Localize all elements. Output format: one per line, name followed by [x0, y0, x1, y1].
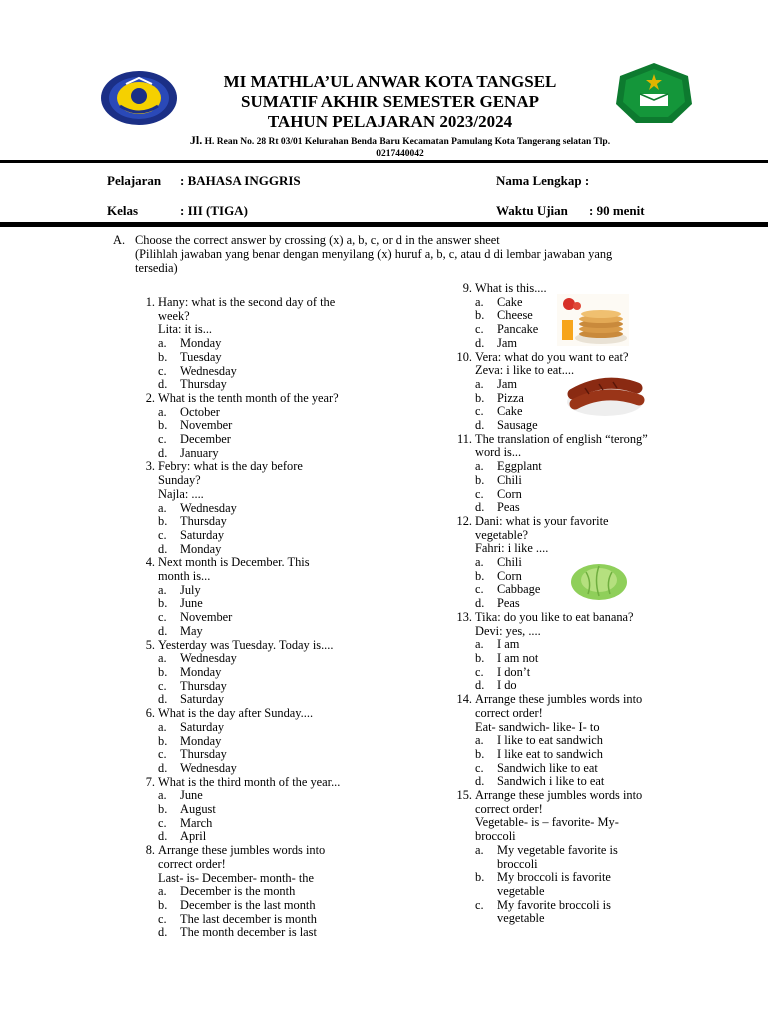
question-number: 10.	[456, 349, 472, 364]
option-text: Sausage	[497, 418, 538, 433]
option-text: November	[180, 418, 233, 433]
option-text: April	[180, 829, 207, 844]
answer-option	[158, 830, 373, 844]
option-text: Corn	[497, 486, 522, 501]
question-number: 5.	[145, 637, 155, 652]
answer-option	[158, 611, 373, 625]
class-value: : III (TIGA)	[180, 203, 248, 218]
option-text: Chili	[497, 555, 522, 570]
option-letter: c.	[158, 815, 167, 830]
question-item	[133, 392, 373, 461]
option-text: Wednesday	[180, 500, 237, 515]
option-text: Sandwich i like to eat	[497, 774, 605, 789]
option-letter: d.	[158, 377, 168, 392]
question-number: 8.	[145, 843, 155, 858]
option-text: Pizza	[497, 390, 524, 405]
option-text: March	[180, 815, 213, 830]
question-number: 2.	[145, 390, 155, 405]
option-letter: b.	[158, 596, 168, 611]
answer-option	[158, 447, 373, 461]
option-text: January	[180, 445, 219, 460]
exam-title: SUMATIF AKHIR SEMESTER GENAP	[240, 92, 539, 111]
option-text: I do	[497, 678, 517, 693]
option-letter: b.	[475, 746, 485, 761]
option-text: My vegetable favorite is	[497, 842, 618, 857]
option-letter: c.	[158, 432, 167, 447]
option-text: December	[180, 432, 231, 447]
option-text: Thursday	[180, 377, 227, 392]
answer-option	[475, 844, 680, 871]
option-letter: c.	[158, 678, 167, 693]
sausage-image	[565, 374, 645, 418]
question-text: Last- is- December- month- the	[158, 870, 314, 885]
option-text: I don’t	[497, 664, 531, 679]
question-number: 15.	[456, 788, 472, 803]
option-text: Monday	[180, 664, 222, 679]
option-text: Eggplant	[497, 459, 542, 474]
answer-option	[158, 913, 373, 927]
option-letter: b.	[158, 802, 168, 817]
phone-number: 0217440042	[376, 149, 424, 159]
option-letter: b.	[158, 733, 168, 748]
question-text: Fahri: i like ....	[475, 541, 549, 556]
option-text: Cake	[497, 294, 523, 309]
option-letter: c.	[158, 610, 167, 625]
question-text: What is the third month of the year...	[158, 774, 341, 789]
question-item	[133, 707, 373, 776]
answer-option	[158, 680, 373, 694]
option-text: Corn	[497, 568, 522, 583]
answer-option	[475, 899, 680, 926]
question-item	[450, 789, 680, 926]
option-letter: d.	[158, 829, 168, 844]
answer-option	[158, 597, 373, 611]
option-letter: b.	[158, 664, 168, 679]
answer-option	[475, 652, 680, 666]
option-text: June	[180, 596, 203, 611]
instruction	[113, 233, 683, 275]
answer-option	[158, 885, 373, 899]
question-text: Zeva: i like to eat....	[475, 363, 575, 378]
option-letter: b.	[475, 308, 485, 323]
option-letter: a.	[475, 294, 484, 309]
address-prefix: Jl.	[189, 133, 203, 147]
option-text: vegetable	[497, 911, 545, 926]
answer-option	[475, 419, 680, 433]
question-number: 1.	[145, 295, 155, 309]
instruction-line: Choose the correct answer by crossing (x) a, b, c, or d in the answer sheet	[135, 233, 500, 247]
question-number: 6.	[145, 706, 155, 721]
school-address	[140, 134, 660, 160]
question-text: Dani: what is your favorite	[475, 513, 609, 528]
option-letter: c.	[475, 760, 484, 775]
question-item	[450, 433, 680, 515]
option-letter: d.	[475, 774, 485, 789]
answer-option	[158, 365, 373, 379]
option-text: I like eat to sandwich	[497, 746, 603, 761]
subject-value: : BAHASA INGGRIS	[180, 173, 301, 188]
option-letter: d.	[475, 500, 485, 515]
question-text: Vegetable- is – favorite- My-	[475, 815, 619, 830]
option-letter: b.	[475, 390, 485, 405]
option-letter: b.	[158, 897, 168, 912]
question-number: 13.	[456, 609, 472, 624]
option-letter: c.	[475, 404, 484, 419]
option-text: July	[180, 582, 201, 597]
question-item	[133, 460, 373, 556]
ministry-emblem-icon	[614, 62, 694, 124]
option-letter: b.	[475, 472, 485, 487]
question-text: What is the day after Sunday....	[158, 706, 314, 721]
option-text: Pancake	[497, 322, 539, 337]
question-item	[133, 776, 373, 845]
option-letter: d.	[475, 418, 485, 433]
answer-option	[158, 337, 373, 351]
question-item	[133, 296, 373, 392]
answer-option	[158, 652, 373, 666]
option-text: Thursday	[180, 747, 227, 762]
answer-option	[475, 734, 680, 748]
option-text: Saturday	[180, 719, 225, 734]
option-text: broccoli	[497, 856, 538, 871]
option-text: Saturday	[180, 527, 225, 542]
option-text: Thursday	[180, 514, 227, 529]
academic-year: TAHUN PELAJARAN 2023/2024	[267, 112, 513, 131]
option-letter: a.	[475, 733, 484, 748]
option-text: October	[180, 404, 220, 419]
cabbage-image	[566, 560, 632, 602]
subject-label: Pelajaran	[107, 173, 162, 188]
option-text: December is the last month	[180, 897, 316, 912]
answer-option	[475, 748, 680, 762]
question-text: Next month is December. This	[158, 555, 310, 570]
option-text: vegetable	[497, 883, 545, 898]
option-letter: c.	[158, 911, 167, 926]
option-text: Peas	[497, 500, 520, 515]
option-letter: d.	[475, 335, 485, 350]
option-letter: c.	[475, 486, 484, 501]
header-divider	[0, 160, 768, 163]
address-line: H. Rean No. 28 Rt 03/01 Kelurahan Benda Baru Kecamatan Pamulang Kota Tangerang selatan Tlp.	[204, 137, 611, 147]
info-divider	[0, 222, 768, 227]
option-text: June	[180, 788, 203, 803]
option-text: Monday	[180, 336, 222, 351]
question-number: 9.	[462, 281, 472, 295]
question-text: Yesterday was Tuesday. Today is....	[158, 637, 334, 652]
question-text: Febry: what is the day before	[158, 459, 303, 474]
name-field-label: Nama Lengkap :	[496, 173, 590, 188]
option-text: Chili	[497, 472, 522, 487]
option-text: Cheese	[497, 308, 533, 323]
answer-option	[158, 515, 373, 529]
option-letter: b.	[475, 870, 485, 885]
question-item	[450, 693, 680, 789]
question-text: What is the tenth month of the year?	[158, 390, 339, 405]
question-text: What is this....	[475, 281, 547, 295]
question-text: Devi: yes, ....	[475, 623, 541, 638]
option-text: Wednesday	[180, 363, 237, 378]
question-item	[133, 844, 373, 940]
instruction-line: (Pilihlah jawaban yang benar dengan menyilang (x) huruf a, b, c, atau d di lembar jawaban yang	[135, 247, 613, 261]
option-text: Sandwich like to eat	[497, 760, 598, 775]
option-text: Jam	[497, 335, 517, 350]
option-letter: a.	[475, 376, 484, 391]
answer-option	[158, 735, 373, 749]
answer-option	[475, 460, 680, 474]
question-number: 12.	[456, 513, 472, 528]
option-text: August	[180, 802, 216, 817]
option-letter: a.	[158, 404, 167, 419]
question-text: Eat- sandwich- like- I- to	[475, 719, 600, 734]
question-text: Sunday?	[158, 473, 201, 488]
option-text: My broccoli is favorite	[497, 870, 611, 885]
question-text: correct order!	[475, 801, 543, 816]
option-text: The last december is month	[180, 911, 317, 926]
option-letter: c.	[475, 322, 484, 337]
option-text: Cabbage	[497, 582, 541, 597]
question-number: 11.	[456, 431, 472, 446]
answer-option	[158, 666, 373, 680]
option-text: November	[180, 610, 233, 625]
question-text: Arrange these jumbles words into	[475, 788, 643, 803]
option-letter: c.	[475, 664, 484, 679]
option-letter: b.	[475, 568, 485, 583]
answer-option	[158, 899, 373, 913]
answer-option	[158, 433, 373, 447]
answer-option	[158, 803, 373, 817]
option-letter: d.	[158, 445, 168, 460]
option-letter: a.	[158, 336, 167, 351]
option-text: The month december is last	[180, 925, 317, 940]
option-letter: c.	[475, 897, 484, 912]
instruction-line: tersedia)	[135, 261, 178, 275]
answer-option	[158, 762, 373, 776]
question-text: week?	[158, 308, 190, 323]
option-letter: a.	[158, 788, 167, 803]
option-letter: a.	[158, 582, 167, 597]
question-item	[133, 556, 373, 638]
question-item	[450, 515, 680, 611]
answer-option	[158, 625, 373, 639]
option-text: Tuesday	[180, 349, 222, 364]
questions-left-column	[133, 296, 373, 940]
answer-option	[475, 679, 680, 693]
answer-option	[158, 378, 373, 392]
option-letter: d.	[475, 596, 485, 611]
option-text: I like to eat sandwich	[497, 733, 603, 748]
answer-option	[158, 693, 373, 707]
question-text: word is...	[475, 445, 522, 460]
option-letter: a.	[475, 459, 484, 474]
option-letter: a.	[158, 884, 167, 899]
answer-option	[158, 721, 373, 735]
option-letter: a.	[475, 637, 484, 652]
answer-option	[475, 762, 680, 776]
option-text: Monday	[180, 541, 222, 556]
answer-option	[158, 543, 373, 557]
option-text: Saturday	[180, 692, 225, 707]
question-number: 3.	[145, 459, 155, 474]
question-text: Lita: it is...	[158, 322, 213, 337]
option-text: May	[180, 623, 203, 638]
answer-option	[158, 789, 373, 803]
answer-option	[158, 351, 373, 365]
option-letter: c.	[158, 747, 167, 762]
option-letter: c.	[475, 582, 484, 597]
question-text: Hany: what is the second day of the	[158, 295, 336, 309]
option-text: Wednesday	[180, 760, 237, 775]
answer-option	[158, 406, 373, 420]
option-letter: d.	[158, 541, 168, 556]
document-header	[0, 60, 768, 170]
answer-option	[475, 474, 680, 488]
question-number: 4.	[145, 555, 155, 570]
pancake-image	[557, 294, 629, 346]
question-text: vegetable?	[475, 527, 528, 542]
question-text: Arrange these jumbles words into	[158, 843, 326, 858]
option-letter: a.	[475, 555, 484, 570]
answer-option	[158, 584, 373, 598]
option-text: Wednesday	[180, 651, 237, 666]
answer-option	[158, 817, 373, 831]
option-text: Peas	[497, 596, 520, 611]
answer-option	[475, 666, 680, 680]
option-letter: d.	[158, 760, 168, 775]
answer-option	[475, 488, 680, 502]
option-letter: d.	[158, 623, 168, 638]
question-number: 14.	[456, 692, 472, 707]
question-text: Najla: ....	[158, 486, 204, 501]
option-letter: b.	[158, 418, 168, 433]
section-letter: A.	[113, 233, 126, 247]
option-text: Jam	[497, 376, 517, 391]
question-text: Vera: what do you want to eat?	[475, 349, 629, 364]
answer-option	[475, 501, 680, 515]
option-letter: b.	[158, 349, 168, 364]
school-name: MI MATHLA’UL ANWAR KOTA TANGSEL	[223, 72, 557, 91]
question-text: correct order!	[475, 705, 543, 720]
answer-option	[475, 638, 680, 652]
option-text: Thursday	[180, 678, 227, 693]
question-text: correct order!	[158, 856, 226, 871]
option-letter: d.	[158, 925, 168, 940]
option-text: I am	[497, 637, 520, 652]
option-text: Monday	[180, 733, 222, 748]
option-text: December is the month	[180, 884, 296, 899]
time-label: Waktu Ujian	[496, 203, 568, 218]
option-letter: a.	[158, 651, 167, 666]
option-letter: b.	[475, 650, 485, 665]
option-letter: d.	[475, 678, 485, 693]
answer-option	[475, 775, 680, 789]
option-letter: c.	[158, 363, 167, 378]
option-letter: b.	[158, 514, 168, 529]
answer-option	[158, 926, 373, 940]
time-value: : 90 menit	[589, 203, 645, 218]
option-letter: a.	[158, 719, 167, 734]
question-number: 7.	[145, 774, 155, 789]
option-letter: a.	[158, 500, 167, 515]
option-text: I am not	[497, 650, 539, 665]
question-text: Tika: do you like to eat banana?	[475, 609, 634, 624]
answer-option	[475, 871, 680, 898]
question-item	[450, 611, 680, 693]
answer-option	[158, 502, 373, 516]
question-text: Arrange these jumbles words into	[475, 692, 643, 707]
option-text: My favorite broccoli is	[497, 897, 611, 912]
option-letter: c.	[158, 527, 167, 542]
question-text: month is...	[158, 569, 211, 584]
option-letter: d.	[158, 692, 168, 707]
question-text: The translation of english “terong”	[475, 431, 648, 446]
answer-option	[158, 419, 373, 433]
question-text: broccoli	[475, 829, 516, 844]
option-text: Cake	[497, 404, 523, 419]
answer-option	[158, 748, 373, 762]
school-emblem-icon	[100, 70, 178, 126]
option-letter: a.	[475, 842, 484, 857]
class-label: Kelas	[107, 203, 139, 218]
question-item	[133, 639, 373, 708]
answer-option	[158, 529, 373, 543]
